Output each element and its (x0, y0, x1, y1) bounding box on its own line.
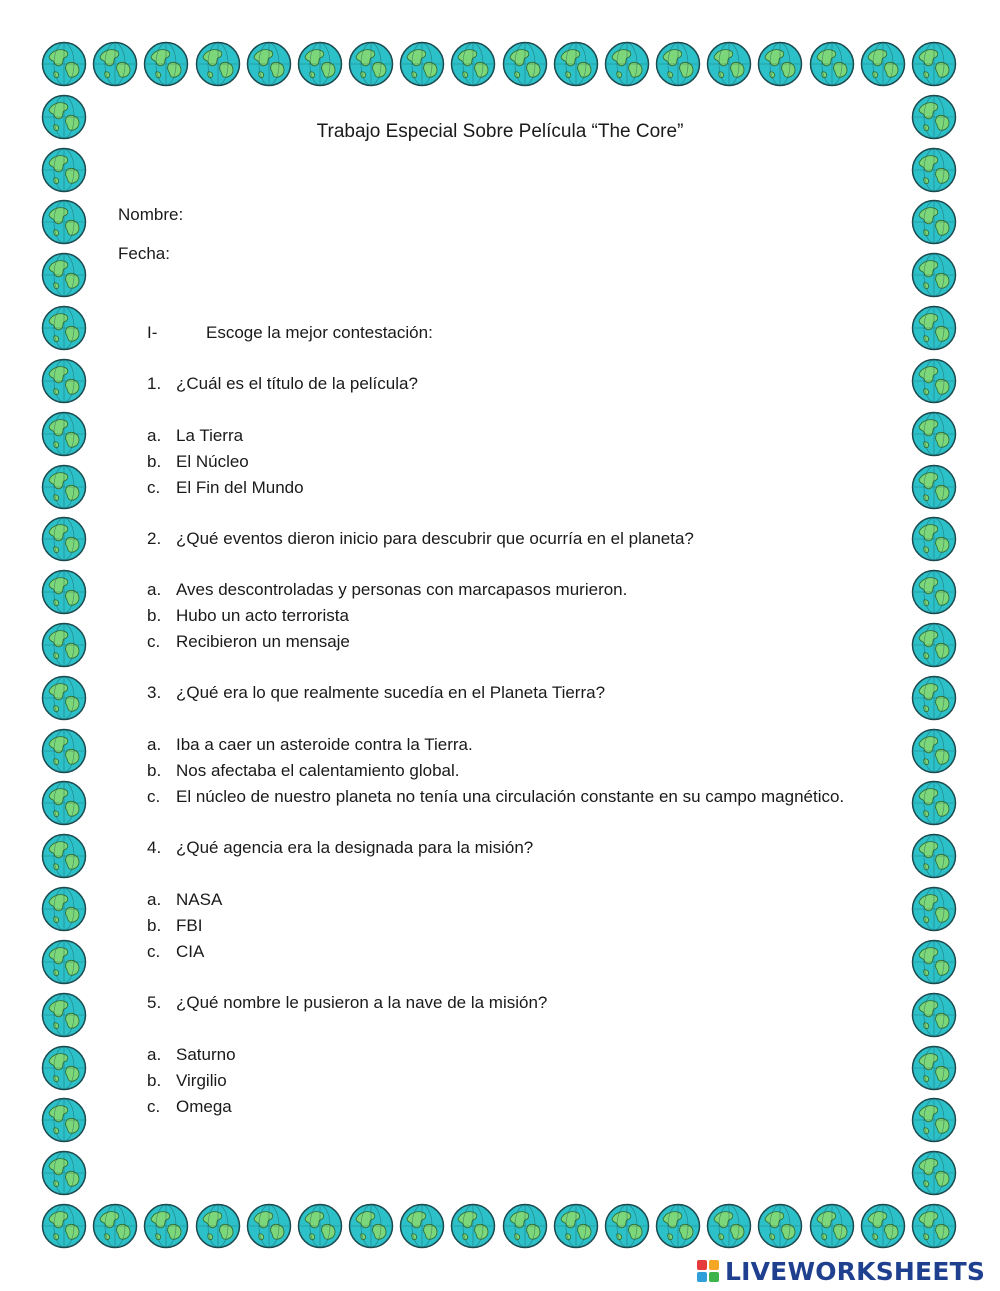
name-label: Nombre: (118, 205, 184, 224)
q4-option-c: CIA (176, 942, 205, 961)
q2-option-b-letter: b. (147, 606, 162, 625)
section-instruction: Escoge la mejor contestación: (206, 323, 433, 342)
question-1-text: ¿Cuál es el título de la película? (176, 374, 418, 393)
q1-option-b: El Núcleo (176, 452, 249, 471)
logo-block-red (697, 1260, 707, 1270)
q4-option-b: FBI (176, 916, 203, 935)
question-5-number: 5. (147, 993, 162, 1012)
question-2-number: 2. (147, 529, 162, 548)
q2-option-c: Recibieron un mensaje (176, 632, 350, 651)
q3-option-a-letter: a. (147, 735, 162, 754)
q1-option-b-letter: b. (147, 452, 162, 471)
q5-option-a-letter: a. (147, 1045, 162, 1064)
q2-option-b: Hubo un acto terrorista (176, 606, 349, 625)
logo-block-blue (697, 1272, 707, 1282)
q3-option-b-letter: b. (147, 761, 162, 780)
q3-option-c: El núcleo de nuestro planeta no tenía una circulación constante en su campo magnético. (176, 787, 845, 806)
q5-option-b-letter: b. (147, 1071, 162, 1090)
q3-option-a: Iba a caer un asteroide contra la Tierra. (176, 735, 473, 754)
logo-blocks-icon (697, 1260, 719, 1282)
q1-option-a: La Tierra (176, 426, 244, 445)
section-number: I- (147, 323, 158, 342)
q5-option-b: Virgilio (176, 1071, 227, 1090)
q4-option-a: NASA (176, 890, 223, 909)
q1-option-c: El Fin del Mundo (176, 478, 304, 497)
q2-option-a-letter: a. (147, 580, 162, 599)
q1-option-c-letter: c. (147, 478, 161, 497)
liveworksheets-logo[interactable] (697, 1256, 985, 1286)
logo-text: LIVEWORKSHEETS (725, 1256, 986, 1286)
q4-option-c-letter: c. (147, 942, 161, 961)
question-4-text: ¿Qué agencia era la designada para la misión? (176, 838, 534, 857)
q3-option-c-letter: c. (147, 787, 161, 806)
question-1-number: 1. (147, 374, 162, 393)
q4-option-b-letter: b. (147, 916, 162, 935)
question-5-text: ¿Qué nombre le pusieron a la nave de la misión? (176, 993, 548, 1012)
q5-option-a: Saturno (176, 1045, 236, 1064)
question-3-number: 3. (147, 683, 162, 702)
q5-option-c-letter: c. (147, 1097, 161, 1116)
q1-option-a-letter: a. (147, 426, 162, 445)
q2-option-a: Aves descontroladas y personas con marcapasos murieron. (176, 580, 628, 599)
q5-option-c: Omega (176, 1097, 232, 1116)
question-2-text: ¿Qué eventos dieron inicio para descubrir que ocurría en el planeta? (176, 529, 694, 548)
worksheet-title: Trabajo Especial Sobre Película “The Core” (316, 121, 684, 142)
logo-block-orange (709, 1260, 719, 1270)
q2-option-c-letter: c. (147, 632, 161, 651)
q3-option-b: Nos afectaba el calentamiento global. (176, 761, 460, 780)
q4-option-a-letter: a. (147, 890, 162, 909)
logo-block-green (709, 1272, 719, 1282)
question-4-number: 4. (147, 838, 162, 857)
question-3-text: ¿Qué era lo que realmente sucedía en el Planeta Tierra? (176, 683, 606, 702)
date-label: Fecha: (118, 244, 170, 263)
